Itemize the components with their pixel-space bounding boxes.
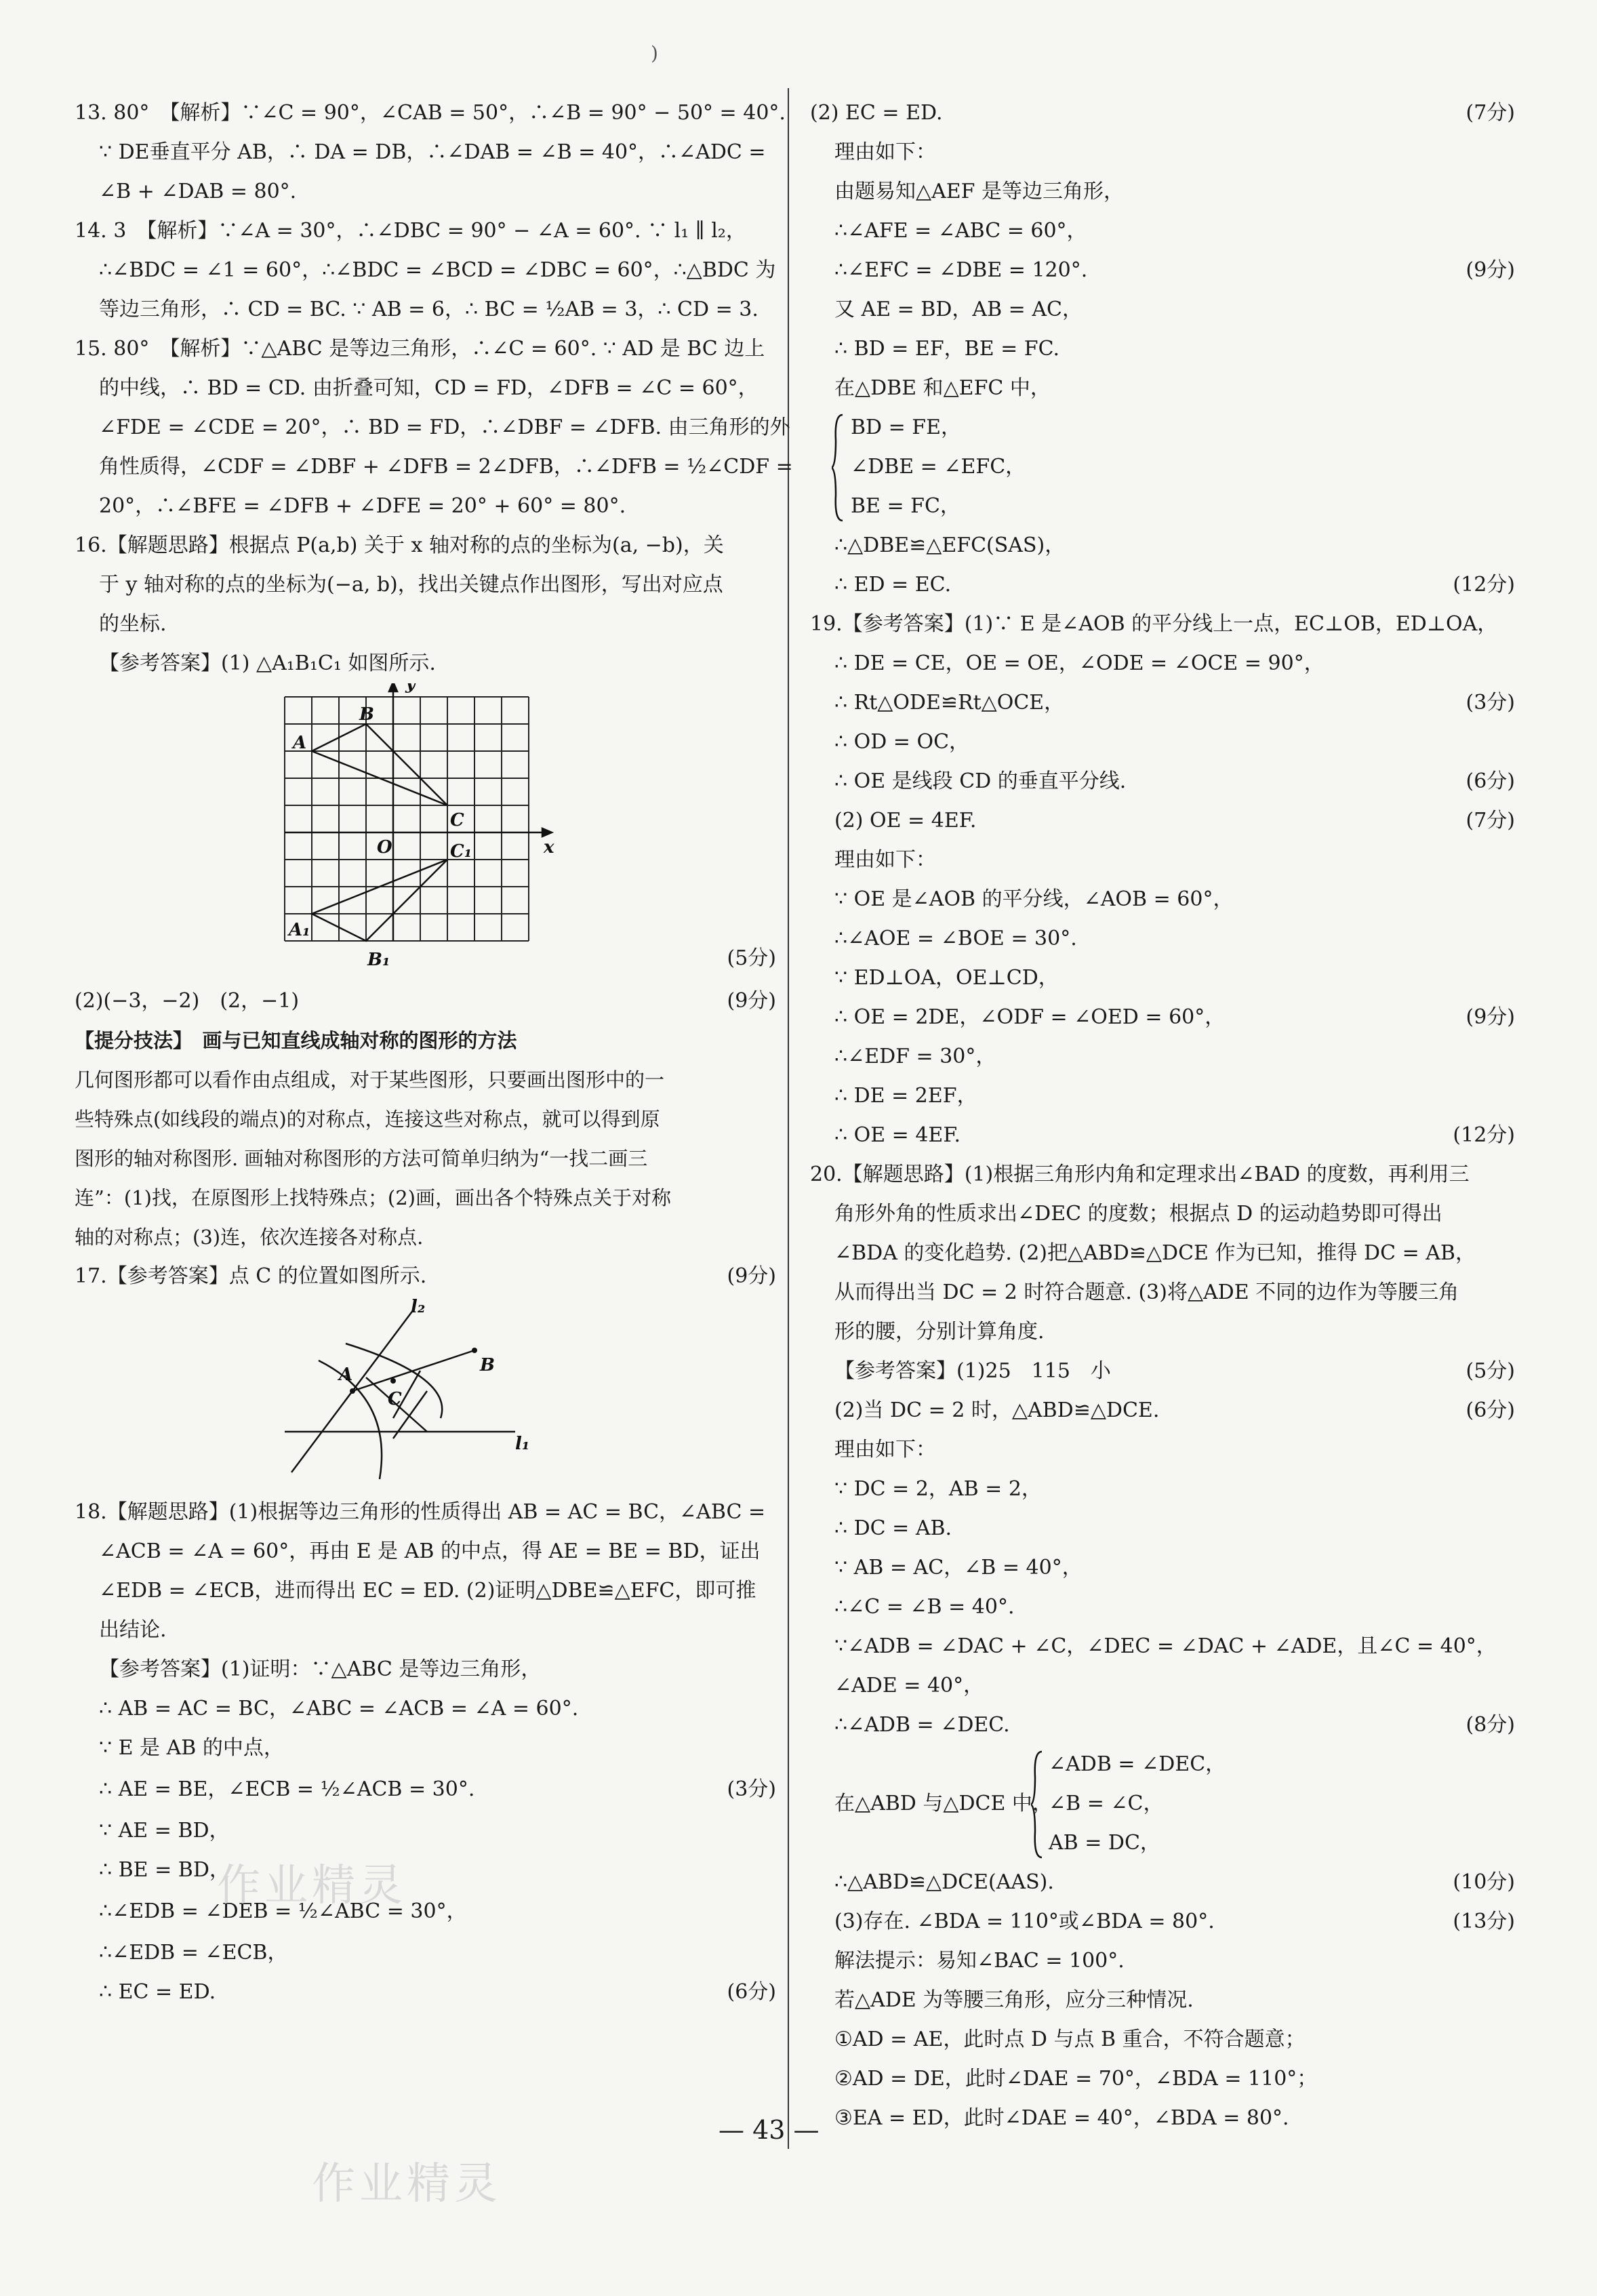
construction-figure	[75, 1296, 776, 1493]
origin-label: O	[377, 837, 392, 858]
fig17-a-label: A	[339, 1365, 353, 1385]
fig17-c-label: C	[388, 1389, 402, 1409]
brace-system-1: BD = FE， ∠DBE = ∠EFC， BE = FC，	[810, 408, 1515, 526]
q18-answer: 【参考答案】(1)证明：∵△ABC 是等边三角形， ∴ AB = AC = BC，∠ABC = ∠ACB = ∠A = 60°. ∵ E 是 AB 的中点， ∴ AE = BE，∠ECB = ½∠ACB = 30°. (3分) ∵ AE = BD， ∴ BE = BD， ∴∠EDB = ∠DEB = ½∠ABC = 30°， ∴∠EDB = ∠ECB， ∴ EC = ED. (6分)	[99, 1657, 776, 2004]
construction-drawing	[75, 1296, 776, 1493]
left-brace-icon	[832, 414, 845, 522]
watermark: 作业精灵	[217, 1861, 407, 1911]
watermark-bottom: 作业精灵	[312, 2159, 502, 2209]
tip-title: 【提分技法】 画与已知直线成轴对称的图形的方法	[75, 1029, 517, 1052]
q15: 15. 80° 【解析】∵△ABC 是等边三角形，∴∠C = 60°. ∵ AD 是 BC 边上 的中线，∴ BD = CD. 由折叠可知，CD = FD，∠DFB = ∠C = 60°， ∠FDE = ∠CDE = 20°，∴ BD = FD，∴∠DBF = ∠DFB. 由三角形的外 角性质得，∠CDF = ∠DBF + ∠DFB = 2∠DFB，∴∠DFB = ½∠CDF = 20°，∴∠BFE = ∠DFB + ∠DFE = 20° + 60° = 80°.	[75, 337, 793, 518]
tip-box: 【提分技法】 画与已知直线成轴对称的图形的方法 几何图形都可以看作由点组成，对于某些图形，只要画出图形中的一 些特殊点(如线段的端点)的对称点，连接这些对称点，就可以得到原 图形的轴对称图形. 画轴对称图形的方法可简单归纳为“一找二画三 连”：(1)找，在原图形上找特殊点；(2)画，画出各个特殊点关于对称 轴的对称点；(3)连，依次连接各对称点.	[75, 1021, 776, 1257]
coordinate-grid	[75, 683, 776, 982]
point-a-label: A	[293, 733, 307, 753]
column-divider	[788, 88, 789, 2149]
y-axis-label: y	[405, 683, 416, 693]
point-a1-label: A₁	[289, 920, 310, 940]
q16: 16.【解题思路】根据点 P(a,b) 关于 x 轴对称的点的坐标为(a, −b)，关 于 y 轴对称的点的坐标为(−a, b)，找出关键点作出图形，写出对应点 的坐标. 【参考答案】(1) △A₁B₁C₁ 如图所示.	[75, 533, 724, 675]
top-mark: )	[651, 42, 658, 64]
fig17-l2-label: l₂	[411, 1297, 426, 1317]
point-c1-label: C₁	[450, 841, 472, 862]
q13: 13. 80° 【解析】∵∠C = 90°，∠CAB = 50°，∴∠B = 90° − 50° = 40°. ∵ DE垂直平分 AB，∴ DA = DB，∴∠DAB = ∠B = 40°，∴∠ADC = ∠B + ∠DAB = 80°.	[75, 101, 786, 203]
q19: 19.【参考答案】(1)∵ E 是∠AOB 的平分线上一点，EC⊥OB，ED⊥OA， ∴ DE = CE，OE = OE，∠ODE = ∠OCE = 90°， ∴ Rt△ODE≌Rt△OCE， (3分) ∴ OD = OC， ∴ OE 是线段 CD 的垂直平分线. (6分) (2) OE = 4EF. (7分) 理由如下： ∵ OE 是∠AOB 的平分线，∠AOB = 60°， ∴∠AOE = ∠BOE = 30°. ∵ ED⊥OA，OE⊥CD， ∴ OE = 2DE，∠ODF = ∠OED = 60°， (9分) ∴∠EDF = 30°， ∴ DE = 2EF， ∴ OE = 4EF. (12分)	[810, 612, 1515, 1147]
point-b-label: B	[359, 704, 374, 725]
q18: 18.【解题思路】(1)根据等边三角形的性质得出 AB = AC = BC，∠ABC = ∠ACB = ∠A = 60°，再由 E 是 AB 的中点，得 AE = BE = BD，证出 ∠EDB = ∠ECB，进而得出 EC = ED. (2)证明△DBE≌△EFC，即可推 出结论.	[75, 1500, 766, 1642]
left-column	[75, 94, 793, 2012]
x-axis-label: x	[544, 837, 554, 858]
q14: 14. 3 【解析】∵∠A = 30°，∴∠DBC = 90° − ∠A = 60°. ∵ l₁ ∥ l₂， ∴∠BDC = ∠1 = 60°，∴∠BDC = ∠BCD = ∠DBC = 60°，∴△BDC 为 等边三角形，∴ CD = BC. ∵ AB = 6，∴ BC = ½AB = 3，∴ CD = 3.	[75, 219, 776, 321]
point-b1-label: B₁	[367, 950, 390, 970]
right-column: (2) EC = ED. (7分) 理由如下： 由题易知△AEF 是等边三角形， ∴∠AFE = ∠ABC = 60°， ∴∠EFC = ∠DBE = 120°. (9分) 又 AE = BD，AB = AC， ∴ BD = EF，BE = FC. 在△DBE 和△EFC 中， BD = FE， ∠DBE = ∠EFC， BE = FC， ∴△DBE≌△EFC(SAS)， ∴ ED = EC. (12分) 19.【参考答案】(1)∵ E 是∠AOB 的平分线上一点，EC⊥OB，ED⊥OA， ∴ DE = CE，OE = OE，∠ODE = ∠OCE = 90°， ∴ Rt△ODE≌Rt△OCE， (3分) ∴ OD = OC， ∴ OE 是线段 CD 的垂直平分线. (6分) (2) OE = 4EF. (7分) 理由如下： ∵ OE 是∠AOB 的平分线，∠AOB = 60°， ∴∠AOE = ∠BOE = 30°. ∵ ED⊥OA，OE⊥CD， ∴ OE = 2DE，∠ODF = ∠OED = 60°， (9分) ∴∠EDF = 30°， ∴ DE = 2EF， ∴ OE = 4EF. (12分) 20.【解题思路】(1)根据三角形内角和定理求出∠BAD 的度数，再利用三 角形外角的性质求出∠DEC 的度数；根据点 D 的运动趋势即可得出 ∠BDA 的变化趋势. (2)把△ABD≌△DCE 作为已知，推得 DC = AB， 从而得出当 DC = 2 时符合题意. (3)将△ADE 不同的边作为等腰三角 形的腰，分别计算角度. 【参考答案】(1)25 115 小 (5分) (2)当 DC = 2 时，△ABD≌△DCE. (6分) 理由如下： ∵ DC = 2，AB = 2， ∴ DC = AB. ∵ AB = AC，∠B = 40°， ∴∠C = ∠B = 40°. ∵∠ADB = ∠DAC + ∠C，∠DEC = ∠DAC + ∠ADE，且∠C = 40°， ∠ADE = 40°， ∴∠ADB = ∠DEC. (8分) 在△ABD 与△DCE 中， ∠ADB = ∠DEC， ∠B = ∠C， AB = DC， ∴△ABD≌△DCE(AAS). (10分) (3)存在. ∠BDA = 110°或∠BDA = 80°. (13分) 解法提示：易知∠BAC = 100°. 若△ADE 为等腰三角形，应分三种情况. ①AD = AE，此时点 D 与点 B 重合，不符合题意； ②AD = DE，此时∠DAE = 70°，∠BDA = 110°； ③EA = ED，此时∠DAE = 40°，∠BDA = 80°.	[810, 94, 1515, 2138]
page-number: — 43 —	[719, 2115, 820, 2145]
point-c-label: C	[450, 810, 464, 830]
q16-part2: (2)(−3，−2) (2，−1) (9分)	[75, 989, 776, 1013]
left-brace-icon	[1031, 1750, 1045, 1859]
q16-score-1: (5分)	[727, 946, 776, 970]
q17: 17.【参考答案】点 C 的位置如图所示. (9分)	[75, 1264, 776, 1288]
fig17-l1-label: l₁	[515, 1434, 530, 1454]
q20: 20.【解题思路】(1)根据三角形内角和定理求出∠BAD 的度数，再利用三 角形外角的性质求出∠DEC 的度数；根据点 D 的运动趋势即可得出 ∠BDA 的变化趋势. (2)把△ABD≌△DCE 作为已知，推得 DC = AB， 从而得出当 DC = 2 时符合题意. (3)将△ADE 不同的边作为等腰三角 形的腰，分别计算角度. 【参考答案】(1)25 115 小 (5分) (2)当 DC = 2 时，△ABD≌△DCE. (6分) 理由如下： ∵ DC = 2，AB = 2， ∴ DC = AB. ∵ AB = AC，∠B = 40°， ∴∠C = ∠B = 40°. ∵∠ADB = ∠DAC + ∠C，∠DEC = ∠DAC + ∠ADE，且∠C = 40°， ∠ADE = 40°， ∴∠ADB = ∠DEC. (8分) 在△ABD 与△DCE 中， ∠ADB = ∠DEC， ∠B = ∠C， AB = DC， ∴△ABD≌△DCE(AAS). (10分) (3)存在. ∠BDA = 110°或∠BDA = 80°. (13分) 解法提示：易知∠BAC = 100°. 若△ADE 为等腰三角形，应分三种情况. ①AD = AE，此时点 D 与点 B 重合，不符合题意； ②AD = DE，此时∠DAE = 70°，∠BDA = 110°； ③EA = ED，此时∠DAE = 40°，∠BDA = 80°.	[810, 1163, 1515, 2130]
symmetry-grid-figure	[75, 683, 776, 982]
fig17-b-label: B	[480, 1355, 495, 1375]
brace-system-2: 在△ABD 与△DCE 中， ∠ADB = ∠DEC， ∠B = ∠C， AB = DC，	[810, 1745, 1515, 1863]
